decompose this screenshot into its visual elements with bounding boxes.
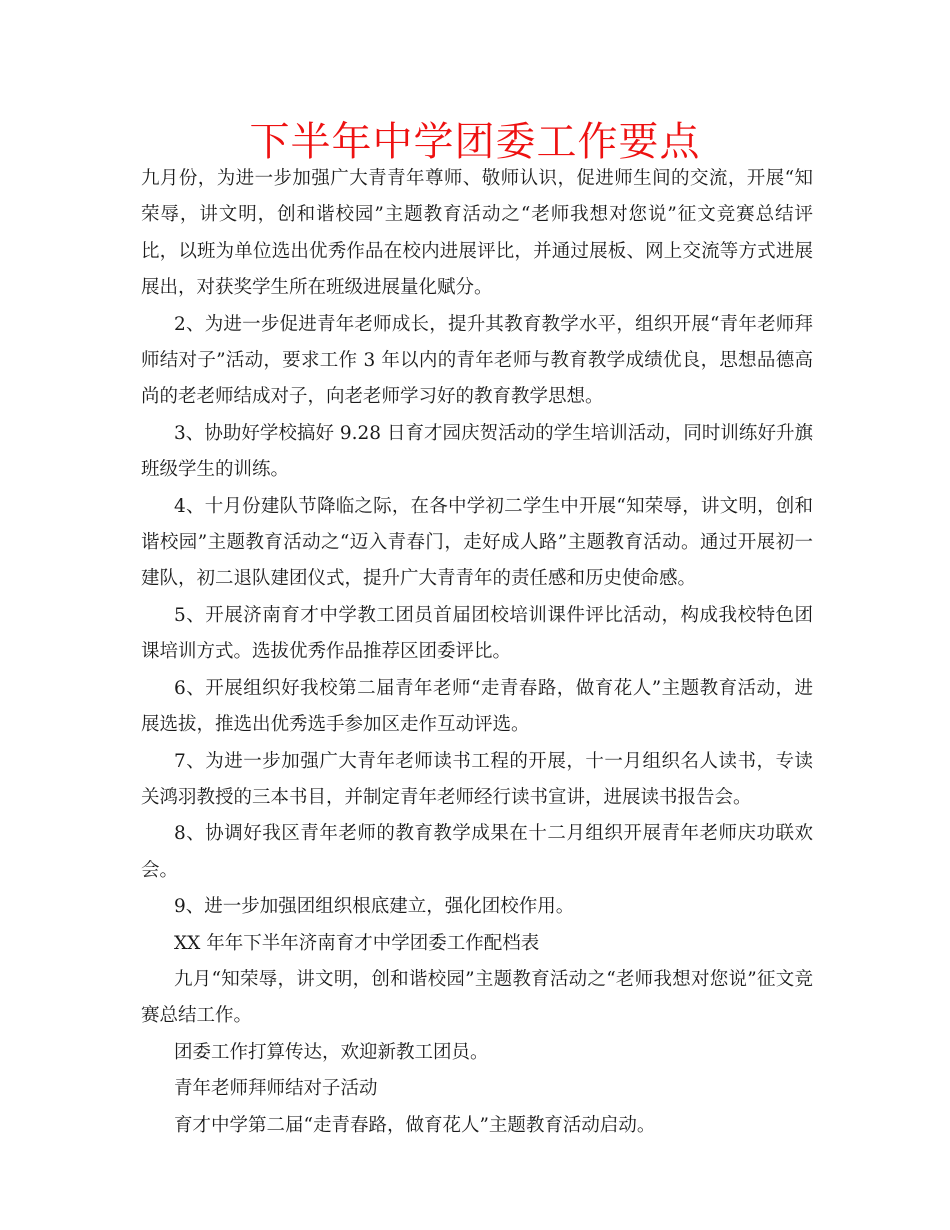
paragraph-item-5: 5、开展济南育才中学教工团员首届团校培训课件评比活动，构成我校特色团课培训方式。选拔优秀作品推荐区团委评比。 — [141, 604, 813, 663]
schedule-item: 团委工作打算传达，欢迎新教工团员。 — [174, 1041, 489, 1063]
paragraph-item-9: 9、进一步加强团组织根底建立，强化团校作用。 — [174, 896, 575, 918]
schedule-heading: XX 年年下半年济南育才中学团委工作配档表 — [174, 932, 540, 954]
document-body — [141, 161, 813, 1144]
paragraph-intro: 九月份，为进一步加强广大青青年尊师、敬师认识，促进师生间的交流，开展“知荣辱，讲文明，创和谐校园”主题教育活动之“老师我想对您说”征文竞赛总结评比，以班为单位选出优秀作品在校内进展评比，并通过展板、网上交流等方式进展展出，对获奖学生所在班级进展量化赋分。 — [141, 168, 813, 299]
paragraph-item-3: 3、协助好学校搞好 9.28 日育才园庆贺活动的学生培训活动，同时训练好升旗班级学生的训练。 — [141, 422, 813, 481]
schedule-item: 青年老师拜师结对子活动 — [174, 1078, 378, 1100]
paragraph-item-8: 8、协调好我区青年老师的教育教学成果在十二月组织开展青年老师庆功联欢会。 — [141, 823, 813, 881]
paragraph-item-7: 7、为进一步加强广大青年老师读书工程的开展，十一月组织名人读书，专读关鸿羽教授的三本书目，并制定青年老师经行读书宣讲，进展读书报告会。 — [141, 750, 813, 808]
schedule-september: 九月“知荣辱，讲文明，创和谐校园”主题教育活动之“老师我想对您说”征文竞赛总结工作。 — [141, 968, 813, 1027]
paragraph-item-4: 4、十月份建队节降临之际，在各中学初二学生中开展“知荣辱，讲文明，创和谐校园”主题教育活动之“迈入青春门，走好成人路”主题教育活动。通过开展初一建队，初二退队建团仪式，提升广大青青年的责任感和历史使命感。 — [141, 495, 813, 590]
schedule-item: 育才中学第二届“走青春路，做育花人”主题教育活动启动。 — [174, 1114, 656, 1136]
paragraph-item-2: 2、为进一步促进青年老师成长，提升其教育教学水平，组织开展“青年老师拜师结对子”活动，要求工作 3 年以内的青年老师与教育教学成绩优良，思想品德高尚的老老师结成对子，向老老师学习好的教育教学思想。 — [141, 313, 813, 408]
paragraph-item-6: 6、开展组织好我校第二届青年老师“走青春路，做育花人”主题教育活动，进展选拔，推选出优秀选手参加区走作互动评选。 — [141, 677, 813, 736]
document-title: 下半年中学团委工作要点 — [249, 119, 701, 165]
